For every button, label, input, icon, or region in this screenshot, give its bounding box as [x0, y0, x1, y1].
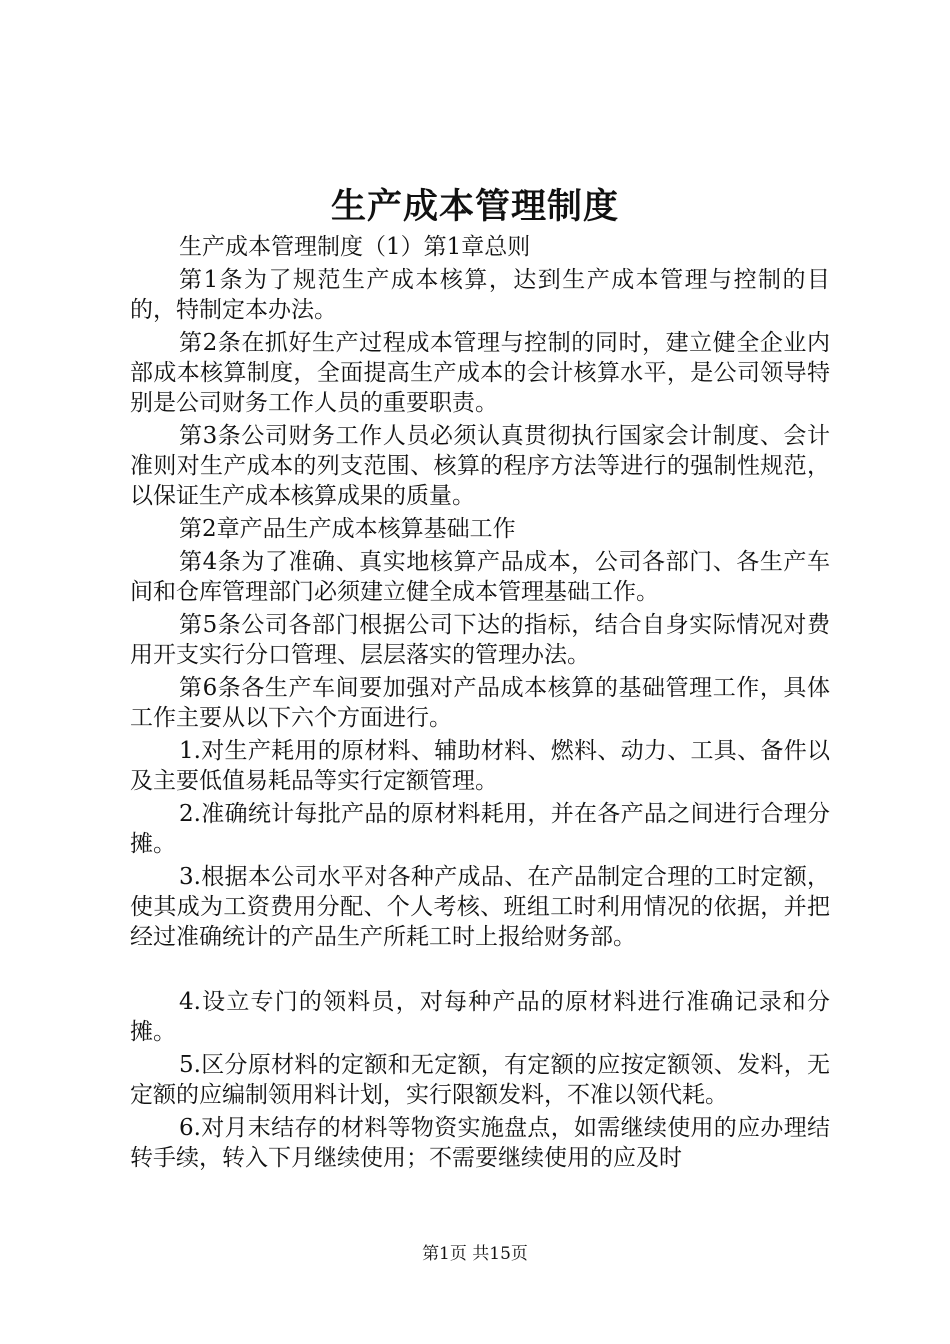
list-item-6: 6.对月末结存的材料等物资实施盘点，如需继续使用的应办理结转手续，转入下月继续使用；不需要继续使用的应及时	[130, 1115, 830, 1171]
article-4: 第4条为了准确、真实地核算产品成本，公司各部门、各生产车间和仓库管理部门必须建立健全成本管理基础工作。	[130, 549, 830, 605]
chapter-heading: 第2章产品生产成本核算基础工作	[179, 516, 516, 542]
article-1: 第1条为了规范生产成本核算，达到生产成本管理与控制的目的，特制定本办法。	[130, 267, 830, 323]
article-3: 第3条公司财务工作人员必须认真贯彻执行国家会计制度、会计准则对生产成本的列支范围、核算的程序方法等进行的强制性规范，以保证生产成本核算成果的质量。	[130, 423, 830, 509]
article-6: 第6条各生产车间要加强对产品成本核算的基础管理工作，具体工作主要从以下六个方面进行。	[130, 675, 830, 731]
chapter-heading: 生产成本管理制度（1）第1章总则	[179, 234, 531, 260]
document-body	[130, 232, 830, 1176]
list-item-5: 5.区分原材料的定额和无定额，有定额的应按定额领、发料，无定额的应编制领用料计划，实行限额发料，不准以领代耗。	[130, 1052, 830, 1108]
list-item-4: 4.设立专门的领料员，对每种产品的原材料进行准确记录和分摊。	[130, 989, 830, 1045]
paragraph-gap	[130, 955, 830, 987]
article-2: 第2条在抓好生产过程成本管理与控制的同时，建立健全企业内部成本核算制度，全面提高生产成本的会计核算水平，是公司领导特别是公司财务工作人员的重要职责。	[130, 330, 830, 416]
article-5: 第5条公司各部门根据公司下达的指标，结合自身实际情况对费用开支实行分口管理、层层落实的管理办法。	[130, 612, 830, 668]
document-title: 生产成本管理制度	[330, 186, 619, 227]
list-item-2: 2.准确统计每批产品的原材料耗用，并在各产品之间进行合理分摊。	[130, 801, 830, 857]
list-item-1: 1.对生产耗用的原材料、辅助材料、燃料、动力、工具、备件以及主要低值易耗品等实行定额管理。	[130, 738, 830, 794]
list-item-3: 3.根据本公司水平对各种产成品、在产品制定合理的工时定额，使其成为工资费用分配、个人考核、班组工时利用情况的依据，并把经过准确统计的产品生产所耗工时上报给财务部。	[130, 864, 830, 950]
page-footer: 第1页 共15页	[422, 1244, 528, 1264]
